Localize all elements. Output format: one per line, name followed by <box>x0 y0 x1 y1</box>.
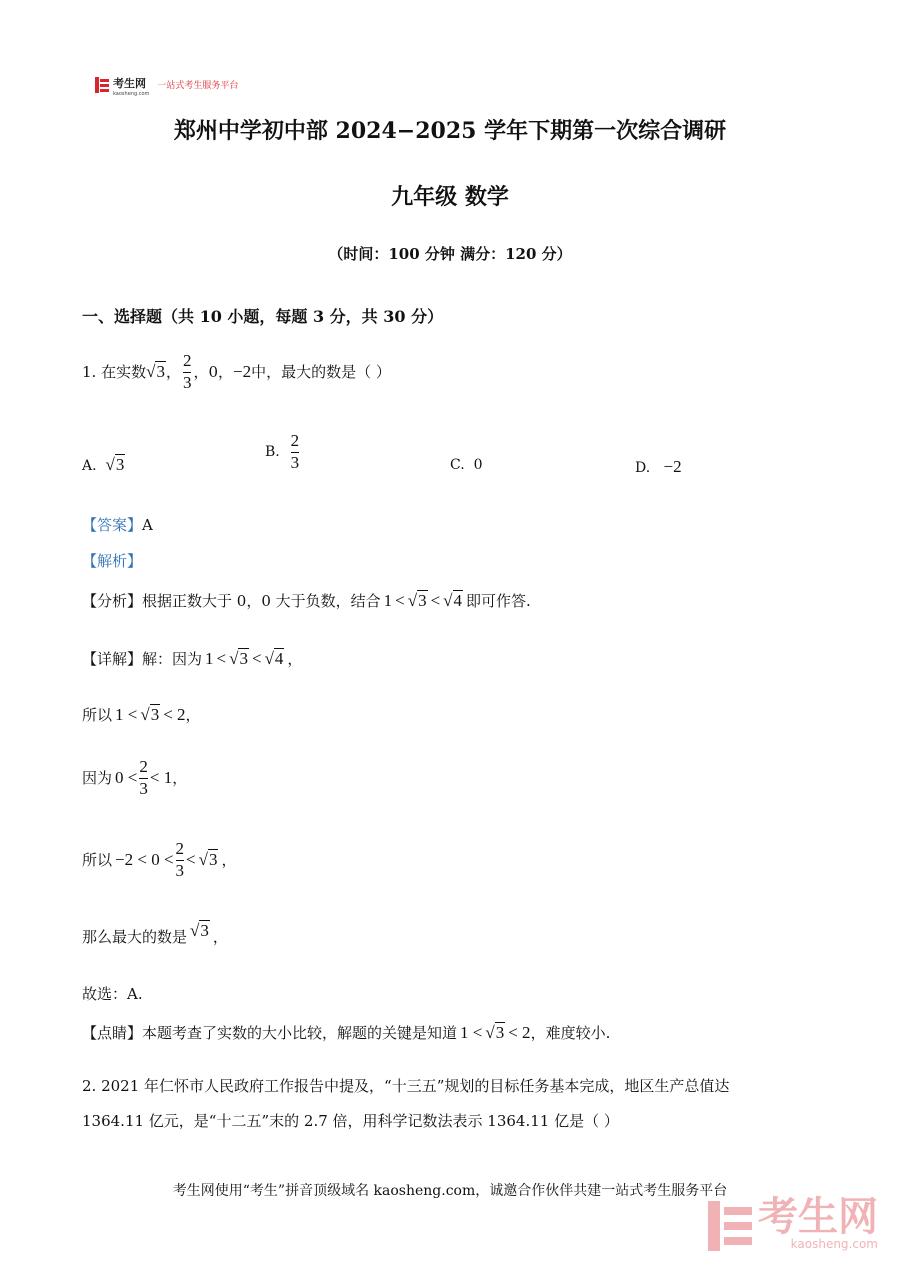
so2-line: 所以 −2 < 0 < $\frac{2}{3}$ < √3 ， <box>82 839 237 880</box>
kaosheng-logo-icon <box>95 77 109 93</box>
q1-stem <box>82 352 391 392</box>
watermark <box>708 1194 878 1251</box>
answer-line <box>82 514 153 535</box>
q1-neg2: −2 <box>233 361 252 381</box>
option-b: B. $\frac{2}{3}$ <box>265 431 300 472</box>
watermark-logo-icon <box>708 1201 752 1251</box>
option-d: D. −2 <box>635 457 682 476</box>
dianjing-line: 【点睛】 本题考查了实数的大小比较，解题的关键是知道 1 < √3 < 2 ，难度较小. <box>82 1022 611 1042</box>
option-a: A. √3 <box>82 455 125 474</box>
q1-suffix: 中，最大的数是（ ） <box>251 363 391 382</box>
so1-line: 所以 1 < √3 < 2 ， <box>82 704 201 724</box>
analysis-tag: 【解析】 <box>82 552 143 570</box>
detail-line: 【详解】 解：因为 1 < √3 < √4 ， <box>82 648 303 668</box>
choose-line: 故选：A. <box>82 985 143 1003</box>
because-line: 因为 0 < $\frac{2}{3}$ < 1 ， <box>82 757 188 798</box>
watermark-domain: kaosheng.com <box>790 1237 878 1251</box>
section-heading: 一、选择题（共 10 小题，每题 3 分，共 30 分） <box>82 307 444 326</box>
answer-value: A <box>142 516 153 534</box>
q1-comma: ， <box>165 363 181 382</box>
exam-title: 郑州中学初中部 2024−2025 学年下期第一次综合调研 <box>173 118 727 144</box>
fenxi-line: 【分析】 根据正数大于 0，0 大于负数，结合 1 < √3 < √4 即可作答. <box>82 590 531 610</box>
logo-domain: kaosheng.com <box>113 91 150 97</box>
q1-fraction: $\frac{2}{3}$ <box>182 351 192 392</box>
q2-line1: 2. 2021 年仁怀市人民政府工作报告中提及，“十三五”规划的目标任务基本完成，地区生产总值达 <box>82 1077 730 1095</box>
logo-text: 考生网 <box>113 77 146 90</box>
header-slogan: 一站式考生服务平台 <box>157 81 239 91</box>
header-logo <box>95 72 238 97</box>
q1-sqrt3: √3 <box>146 361 165 381</box>
q1-middle: ，0， <box>193 363 233 382</box>
page-footer: 考生网使用“考生”拼音顶级域名 kaosheng.com，诚邀合作伙伴共建一站式考生服务平台 <box>172 1183 728 1199</box>
max-line: 那么最大的数是 √3 ， <box>82 920 228 946</box>
option-c: C. 0 <box>450 457 483 473</box>
q1-prefix: 1. 在实数 <box>82 363 147 382</box>
exam-time-info: （时间：100 分钟 满分：120 分） <box>328 245 572 263</box>
watermark-text: 考生网 <box>758 1194 878 1240</box>
q2-line2: 1364.11 亿元，是“十二五”末的 2.7 倍，用科学记数法表示 1364.11 亿是（ ） <box>82 1112 619 1130</box>
exam-subtitle: 九年级 数学 <box>391 184 509 210</box>
answer-tag: 【答案】 <box>82 516 143 534</box>
